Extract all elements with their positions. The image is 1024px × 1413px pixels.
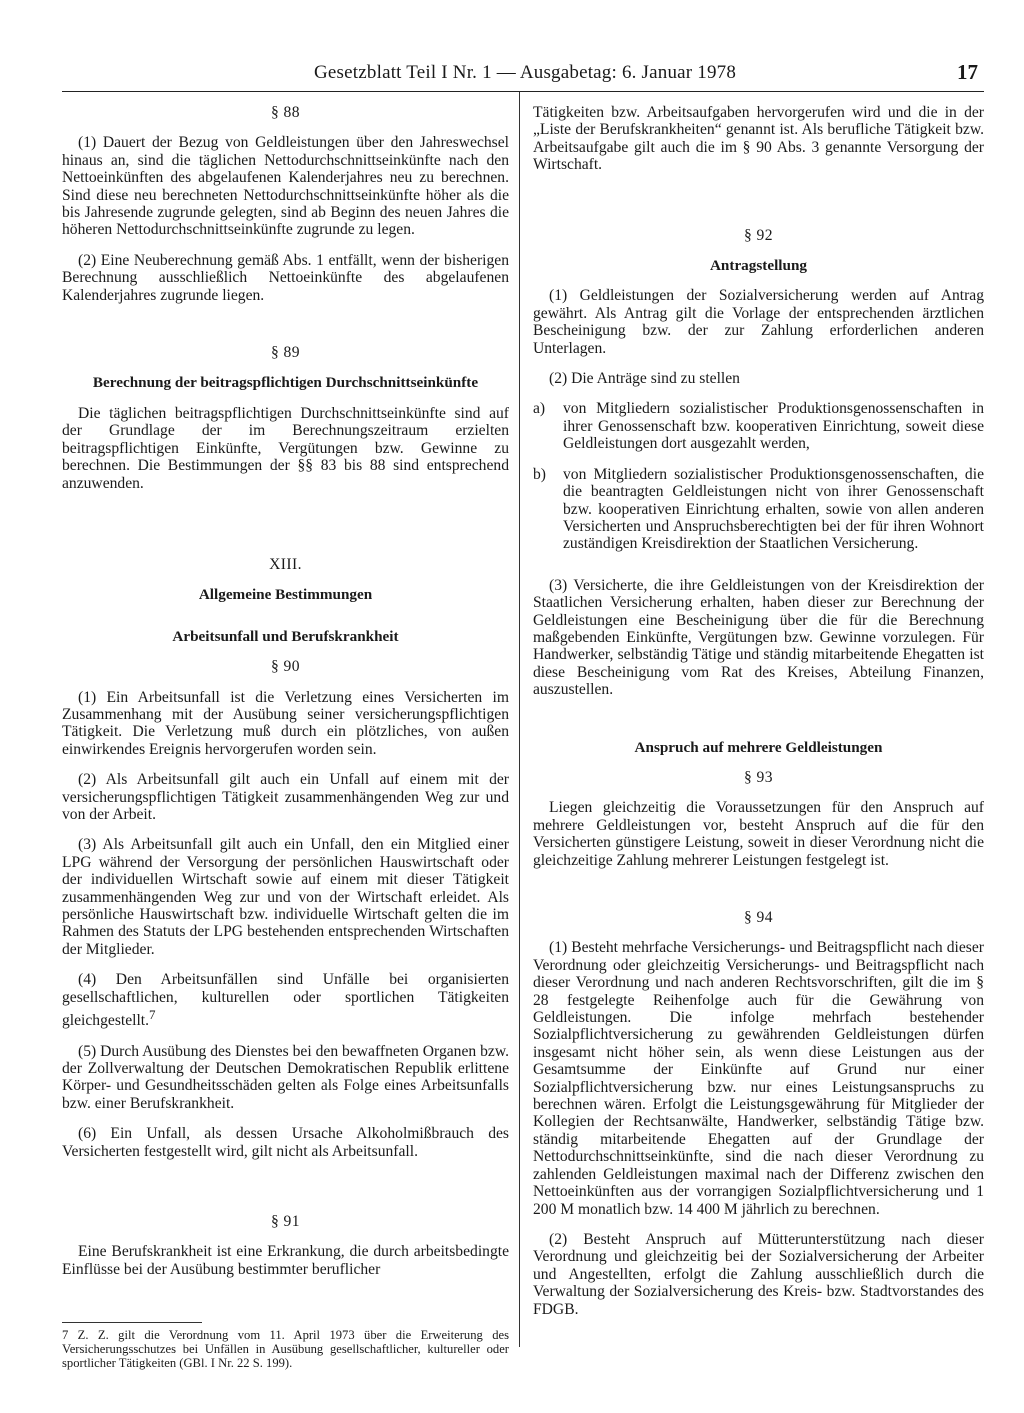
section-90-paragraph-6: (6) Ein Unfall, als dessen Ursache Alkoholmißbrauch des Versicherten festgestellt wird, gilt nicht als Arbeitsunfall.	[62, 1125, 509, 1160]
header-rule	[62, 91, 984, 92]
section-88-paragraph-2: (2) Eine Neuberechnung gemäß Abs. 1 entfällt, wenn der bisherigen Berechnung ausschließlich Nettoeinkünfte des abgelaufenen Kalenderjahres zugrunde liegen.	[62, 251, 509, 304]
section-90-paragraph-4-text: (4) Den Arbeitsunfällen sind Unfälle bei organisierten gesellschaftlichen, kulturellen oder sportlichen Tätigkeiten gleichgestellt.	[62, 971, 509, 1030]
section-90-paragraph-4	[62, 971, 509, 1029]
section-92-item-a	[533, 400, 984, 452]
section-94-number: § 94	[744, 909, 773, 926]
section-92-number: § 92	[744, 226, 773, 244]
section-89-number: § 89	[271, 344, 300, 362]
footnote-marker: 7	[149, 1007, 156, 1023]
footnote-rule	[62, 1322, 202, 1323]
section-89-paragraph-1: Die täglichen beitragspflichtigen Durchschnittseinkünfte sind auf der Grundlage der im Berechnungszeitraum erzielten beitragspflichtigen Einkünfte, Vergütungen bzw. Gewinne zu berechnen. Die Bestimmungen der §§ 83 bis 88 sind entsprechend anzuwenden.	[62, 404, 509, 492]
header-title: Gesetzblatt Teil I Nr. 1 — Ausgabetag: 6. Januar 1978	[314, 62, 737, 83]
section-93-title: Anspruch auf mehrere Geldleistungen	[634, 738, 883, 756]
section-91-paragraph-start: Eine Berufskrankheit ist eine Erkrankung, die durch arbeitsbedingte Einflüsse bei der Ausübung bestimmter beruflicher	[62, 1243, 509, 1278]
section-90-paragraph-1: (1) Ein Arbeitsunfall ist die Verletzung eines Versicherten im Zusammenhang mit der Ausübung seiner versicherungspflichtigen Tätigkeit. Die Verletzung muß durch ein plötzliches, von außen einwirkendes Ereignis hervorgerufen worden sein.	[62, 688, 509, 758]
section-92-paragraph-2: (2) Die Anträge sind zu stellen	[549, 370, 740, 388]
item-a-label: a)	[533, 400, 546, 418]
section-90-paragraph-3: (3) Als Arbeitsunfall gilt auch ein Unfall, den ein Mitglied einer LPG während der Versorgung der persönlichen Hauswirtschaft oder der individuellen Wirtschaft sowie auf einem mit dieser Tätigkeit zusammenhängenden Weg zur und von der Wirtschaft erleidet. Als persönliche Hauswirtschaft bzw. individuelle Wirtschaft gelten die im Rahmen des Statuts der LPG bestehenden entsprechenden Wirtschaften der Mitglieder.	[62, 836, 509, 958]
section-94-paragraph-1: (1) Besteht mehrfache Versicherungs- und Beitragspflicht nach dieser Verordnung oder gleichzeitig Versicherungs- und Beitragspflicht nach dieser Verordnung und nach anderen Rechtsvorschriften, gilt die im § 28 festgelegte Reihenfolge auch für die Gewährung von Geldleistungen. Die infolge mehrfach bestehender Sozialpflichtversicherung zu gewährenden Geldleistungen dürfen insgesamt nicht höher sein, als wenn diese Leistungen aus der Gesamtsumme der Einkünfte auf Grund nur einer Sozialpflichtversicherung bzw. nur eines Leistungsanspruchs zu berechnen wären. Erfolgt die Leistungsgewährung für Mitglieder der Kollegien der Rechtsanwälte, Handwerker, selbständig Tätige bzw. ständig mitarbeitende Ehegatten auf der Grundlage der Nettodurchschnittseinkünfte, sind die nach dieser Verordnung zu zahlenden Geldleistungen maximal nach der Differenz zwischen den Nettoeinkünften aus der vorrangigen Sozialpflichtversicherung und 1 200 M monatlich bzw. 14 400 M jährlich zu berechnen.	[533, 939, 984, 1218]
part-title: Allgemeine Bestimmungen	[198, 586, 373, 604]
section-91-continuation: Tätigkeiten bzw. Arbeitsaufgaben hervorgerufen wird und die in der „Liste der Berufskrankheiten“ genannt ist. Als berufliche Tätigkeit bzw. Arbeitsaufgabe gilt auch die im § 90 Abs. 3 genannte Versorgung der Wirtschaft.	[533, 104, 984, 174]
section-92-paragraph-3: (3) Versicherte, die ihre Geldleistungen von der Kreisdirektion der Staatlichen Versicherung erhalten, haben dieser zur Berechnung der Geldleistungen eine Bescheinigung über die für die Berechnung maßgebenden Einkünfte, Vergütungen bzw. Gewinne vorzulegen. Für Handwerker, selbständig Tätige und ständig mitarbeitende Ehegatten ist diese Bescheinigung vom Rat des Kreises, Abteilung Finanzen, auszustellen.	[533, 576, 984, 699]
section-89-title: Berechnung der beitragspflichtigen Durchschnittseinkünfte	[92, 374, 479, 392]
section-88-paragraph-1: (1) Dauert der Bezug von Geldleistungen über den Jahreswechsel hinaus an, sind die täglichen Nettodurchschnittseinkünfte nach den Nettoeinkünften des abgelaufenen Kalenderjahres neu zu berechnen. Sind diese neu berechneten Nettodurchschnittseinkünfte höher als die bis Jahresende zugrunde gelegten, sind ab Beginn des neuen Jahres die höheren Nettodurchschnittseinkünfte zugrunde zu legen.	[62, 134, 509, 239]
right-column	[533, 104, 984, 1318]
page-number: 17	[957, 60, 978, 84]
left-column	[62, 104, 509, 1278]
section-92-title: Antragstellung	[709, 257, 808, 275]
section-88-number: § 88	[271, 104, 300, 121]
column-divider	[519, 92, 520, 1347]
section-92-paragraph-1: (1) Geldleistungen der Sozialversicherung werden auf Antrag gewährt. Als Antrag gilt die Vorlage der entsprechenden ärztlichen Bescheinigung bzw. der zur Zahlung erforderlichen anderen Unterlagen.	[533, 287, 984, 357]
item-b-text: von Mitgliedern sozialistischer Produktionsgenossenschaften, die die beantragten Geldleistungen nicht von ihrer Genossenschaft bzw. kooperativen Einrichtung erhalten, sowie von allen anderen Versicherten und Anspruchsberechtigten bei der für ihren Wohnort zuständigen Kreisdirektion der Staatlichen Versicherung.	[563, 465, 984, 553]
subsection-title: Arbeitsunfall und Berufskrankheit	[172, 627, 399, 645]
section-93-paragraph-1: Liegen gleichzeitig die Voraussetzungen für den Anspruch auf mehrere Geldleistungen vor, besteht Anspruch auf die für den Versicherten günstigere Leistung, soweit in dieser Verordnung nicht die gleichzeitige Zahlung mehrerer Leistungen festgelegt ist.	[533, 799, 984, 869]
section-92-item-b	[533, 466, 984, 553]
part-number: XIII.	[269, 555, 302, 573]
section-90-number: § 90	[271, 658, 300, 676]
footnote-7: 7 Z. Z. gilt die Verordnung vom 11. April 1973 über die Erweiterung des Versicherungsschutzes bei Unfällen in Ausübung gesellschaftlicher, kultureller oder sportlicher Tätigkeiten (GBl. I Nr. 22 S. 199).	[62, 1328, 509, 1370]
page-header	[62, 62, 984, 88]
section-90-paragraph-5: (5) Durch Ausübung des Dienstes bei den bewaffneten Organen bzw. der Zollverwaltung der Deutschen Demokratischen Republik erlittene Körper- und Gesundheitsschäden gelten als Folge eines Arbeitsunfalls bzw. einer Berufskrankheit.	[62, 1042, 509, 1112]
item-b-label: b)	[533, 465, 546, 483]
section-91-number: § 91	[271, 1213, 300, 1231]
section-93-number: § 93	[744, 768, 773, 786]
section-94-paragraph-2: (2) Besteht Anspruch auf Mütterunterstützung nach dieser Verordnung und gleichzeitig bei der Sozialversicherung der Arbeiter und Angestellten, erfolgt die Zahlung ausschließlich durch die Verwaltung der Sozialversicherung des Kreis- bzw. Stadtvorstandes des FDGB.	[533, 1230, 984, 1318]
section-90-paragraph-2: (2) Als Arbeitsunfall gilt auch ein Unfall auf einem mit der versicherungspflichtigen Tätigkeit zusammenhängenden Weg zur und von der Arbeit.	[62, 771, 509, 823]
item-a-text: von Mitgliedern sozialistischer Produktionsgenossenschaften in ihrer Genossenschaft bzw. kooperativen Einrichtung, soweit diese Geldleistungen dort ausgezahlt werden,	[563, 400, 984, 453]
